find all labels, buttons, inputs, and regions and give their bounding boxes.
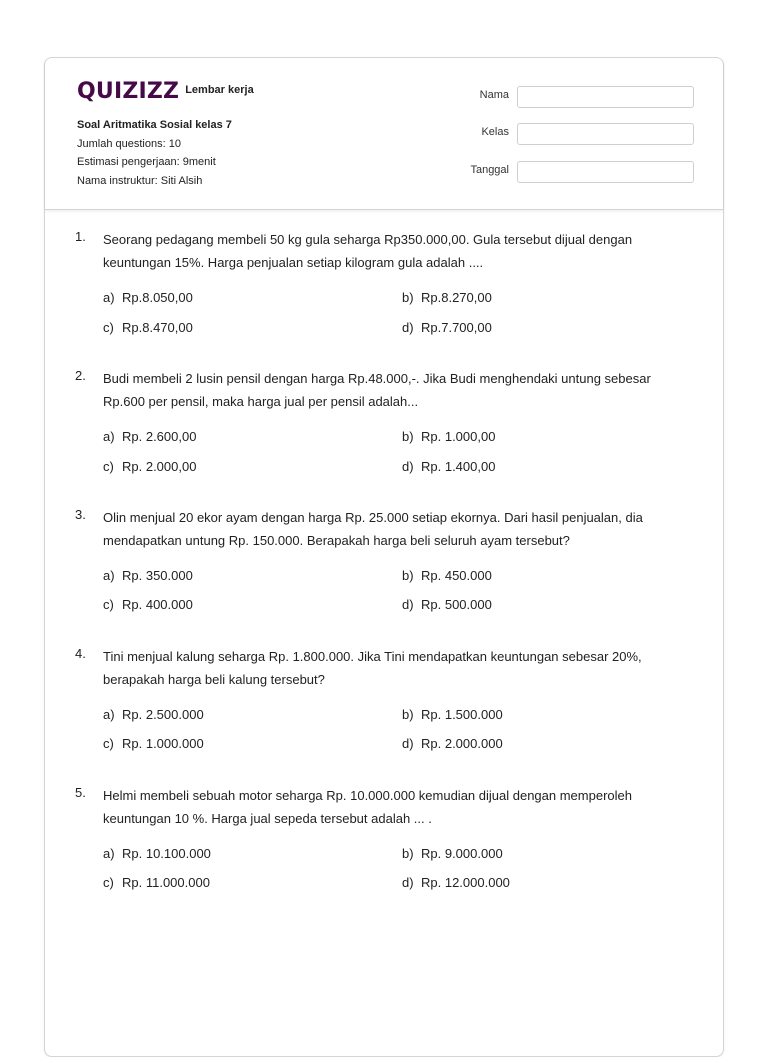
option-c	[103, 320, 193, 335]
option-letter: b)	[402, 568, 414, 583]
option-letter: c)	[103, 736, 114, 751]
option-b	[402, 568, 492, 583]
option-a	[103, 290, 193, 305]
option-letter: a)	[103, 846, 115, 861]
option-d	[402, 597, 492, 612]
option-letter: d)	[402, 320, 414, 335]
name-label: Nama	[479, 89, 509, 101]
option-text: Rp. 1.400,00	[421, 459, 496, 474]
option-c	[103, 736, 204, 751]
option-text: Rp. 1.000,00	[421, 429, 496, 444]
worksheet-title: Soal Aritmatika Sosial kelas 7	[77, 119, 232, 131]
option-c	[103, 459, 196, 474]
option-text: Rp. 500.000	[421, 597, 492, 612]
option-a	[103, 846, 211, 861]
option-a	[103, 707, 204, 722]
name-input[interactable]	[517, 86, 694, 108]
option-c	[103, 597, 193, 612]
option-letter: b)	[402, 290, 414, 305]
date-label: Tanggal	[470, 164, 509, 176]
option-text: Rp.8.270,00	[421, 290, 492, 305]
question-number: 1.	[75, 229, 86, 244]
option-letter: b)	[402, 707, 414, 722]
option-text: Rp. 9.000.000	[421, 846, 503, 861]
question-number: 5.	[75, 785, 86, 800]
option-text: Rp. 2.500.000	[122, 707, 204, 722]
option-text: Rp. 12.000.000	[421, 875, 510, 890]
option-letter: d)	[402, 875, 414, 890]
worksheet-label: Lembar kerja	[185, 84, 254, 96]
option-text: Rp. 10.100.000	[122, 846, 211, 861]
quizizz-logo: QUIZIZZ	[77, 79, 180, 104]
option-a	[103, 568, 193, 583]
option-text: Rp. 1.000.000	[122, 736, 204, 751]
option-letter: a)	[103, 429, 115, 444]
option-text: Rp. 450.000	[421, 568, 492, 583]
option-d	[402, 320, 492, 335]
estimated-time: Estimasi pengerjaan: 9menit	[77, 156, 216, 168]
question-number: 3.	[75, 507, 86, 522]
option-letter: a)	[103, 290, 115, 305]
option-letter: a)	[103, 568, 115, 583]
option-text: Rp. 350.000	[122, 568, 193, 583]
option-letter: c)	[103, 459, 114, 474]
option-text: Rp. 1.500.000	[421, 707, 503, 722]
option-a	[103, 429, 196, 444]
question-text: Budi membeli 2 lusin pensil dengan harga Rp.48.000,-. Jika Budi menghendaki untung sebesar Rp.600 per pensil, maka harga jual per pensil adalah...	[103, 371, 651, 409]
question-text: Helmi membeli sebuah motor seharga Rp. 10.000.000 kemudian dijual dengan memperoleh keuntungan 10 %. Harga jual sepeda tersebut adalah ... .	[103, 788, 632, 826]
option-letter: a)	[103, 707, 115, 722]
question-text: Tini menjual kalung seharga Rp. 1.800.000. Jika Tini mendapatkan keuntungan sebesar 20%, berapakah harga beli kalung tersebut?	[103, 649, 642, 687]
logo-row	[77, 80, 254, 104]
worksheet	[44, 57, 724, 1057]
option-b	[402, 707, 503, 722]
option-b	[402, 429, 495, 444]
option-text: Rp. 2.000.000	[421, 736, 503, 751]
option-text: Rp. 2.600,00	[122, 429, 197, 444]
option-d	[402, 736, 503, 751]
option-text: Rp. 400.000	[122, 597, 193, 612]
option-text: Rp. 11.000.000	[122, 875, 210, 890]
option-text: Rp. 2.000,00	[122, 459, 197, 474]
class-label: Kelas	[481, 126, 509, 138]
option-d	[402, 875, 510, 890]
option-letter: b)	[402, 846, 414, 861]
questions-count: Jumlah questions: 10	[77, 137, 181, 150]
class-input[interactable]	[517, 123, 694, 145]
option-letter: c)	[103, 597, 114, 612]
option-letter: d)	[402, 736, 414, 751]
option-letter: c)	[103, 875, 114, 890]
question-text: Olin menjual 20 ekor ayam dengan harga Rp. 25.000 setiap ekornya. Dari hasil penjualan, dia mendapatkan untung Rp. 150.000. Berapakah harga beli seluruh ayam tersebut?	[103, 510, 643, 548]
option-text: Rp.8.050,00	[122, 290, 193, 305]
option-b	[402, 290, 492, 305]
option-text: Rp.7.700,00	[421, 320, 492, 335]
option-text: Rp.8.470,00	[122, 320, 193, 335]
option-letter: b)	[402, 429, 414, 444]
option-letter: d)	[402, 597, 414, 612]
option-letter: c)	[103, 320, 114, 335]
instructor-name: Nama instruktur: Siti Alsih	[77, 174, 203, 187]
worksheet-header	[45, 58, 723, 210]
option-d	[402, 459, 495, 474]
question-text: Seorang pedagang membeli 50 kg gula seharga Rp350.000,00. Gula tersebut dijual dengan keuntungan 15%. Harga penjualan setiap kilogram gula adalah ....	[103, 232, 633, 270]
date-input[interactable]	[517, 161, 694, 183]
worksheet-meta	[77, 116, 232, 190]
option-c	[103, 875, 210, 890]
option-letter: d)	[402, 459, 414, 474]
option-b	[402, 846, 503, 861]
question-number: 2.	[75, 368, 86, 383]
question-number: 4.	[75, 646, 86, 661]
